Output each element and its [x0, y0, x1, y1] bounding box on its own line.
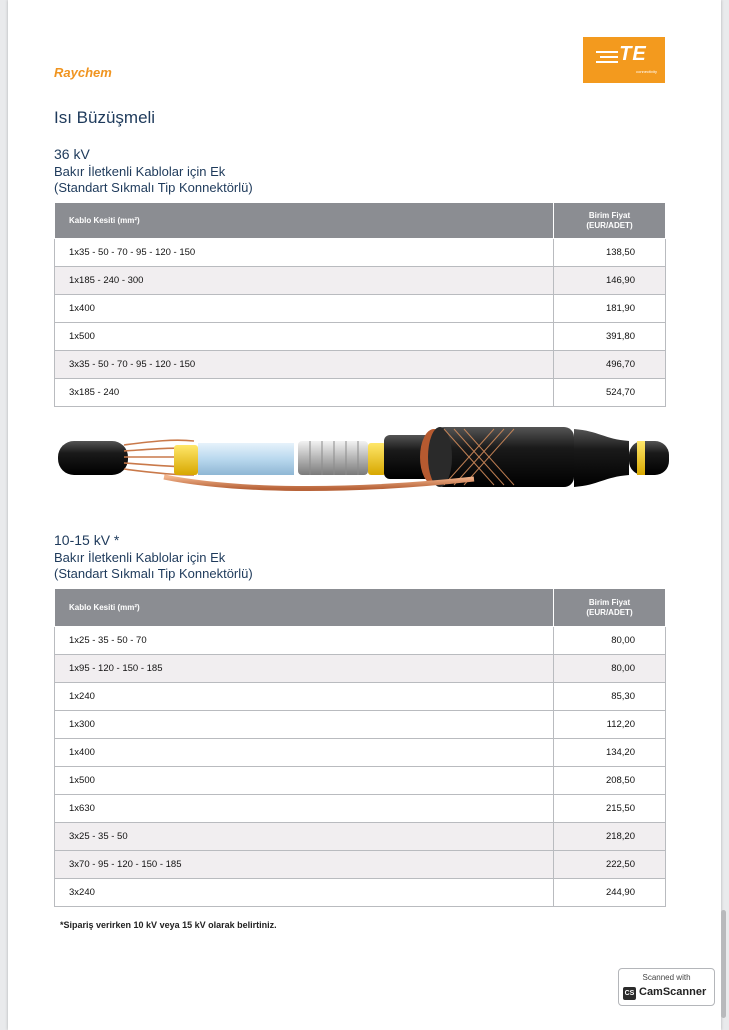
cable-section-cell: 3x185 - 240	[55, 379, 554, 407]
section2-voltage: 10-15 kV *	[54, 532, 120, 548]
unit-price-cell: 215,50	[554, 795, 666, 823]
unit-price-cell: 146,90	[554, 267, 666, 295]
col-header-section: Kablo Kesiti (mm²)	[55, 589, 554, 627]
section1-title: Bakır İletkenli Kablolar için Ek	[54, 164, 226, 179]
col-header-price-line2: (EUR/ADET)	[586, 220, 633, 230]
table-row	[55, 851, 666, 879]
col-header-price-line1: Birim Fiyat	[588, 597, 631, 607]
cable-section-cell: 1x240	[55, 683, 554, 711]
cable-section-cell: 1x400	[55, 295, 554, 323]
table-row	[55, 267, 666, 295]
table-row	[55, 767, 666, 795]
cable-section-cell: 3x25 - 35 - 50	[55, 823, 554, 851]
camscanner-icon: CS	[623, 987, 636, 1000]
cable-section-cell: 1x630	[55, 795, 554, 823]
price-table-10-15kv	[54, 588, 666, 907]
cable-section-cell: 1x300	[55, 711, 554, 739]
section2-title: Bakır İletkenli Kablolar için Ek	[54, 550, 226, 565]
unit-price-cell: 496,70	[554, 351, 666, 379]
col-header-price-line1: Birim Fiyat	[588, 210, 631, 220]
vertical-scrollbar[interactable]	[721, 910, 726, 1018]
table-row	[55, 295, 666, 323]
te-connectivity-logo	[583, 37, 665, 83]
unit-price-cell: 80,00	[554, 655, 666, 683]
table-row	[55, 655, 666, 683]
unit-price-cell: 138,50	[554, 239, 666, 267]
col-header-price-line2: (EUR/ADET)	[586, 607, 633, 617]
cable-section-cell: 1x500	[55, 767, 554, 795]
section1-subtitle: (Standart Sıkmalı Tip Konnektörlü)	[54, 180, 253, 195]
unit-price-cell: 222,50	[554, 851, 666, 879]
cable-section-cell: 3x240	[55, 879, 554, 907]
section1-voltage: 36 kV	[54, 146, 90, 162]
scanned-with-label: Scanned with	[642, 973, 691, 982]
camscanner-badge	[618, 968, 715, 1006]
unit-price-cell: 134,20	[554, 739, 666, 767]
cable-section-cell: 1x35 - 50 - 70 - 95 - 120 - 150	[55, 239, 554, 267]
section2-heading	[54, 532, 253, 582]
table-row	[55, 823, 666, 851]
document-page	[8, 0, 721, 1030]
table-row	[55, 683, 666, 711]
camscanner-name: CamScanner	[639, 986, 707, 998]
order-footnote: *Sipariş verirken 10 kV veya 15 kV olarak belirtiniz.	[60, 920, 277, 930]
unit-price-cell: 524,70	[554, 379, 666, 407]
unit-price-cell: 80,00	[554, 627, 666, 655]
col-header-price	[554, 203, 666, 239]
unit-price-cell: 85,30	[554, 683, 666, 711]
table-row	[55, 711, 666, 739]
unit-price-cell: 218,20	[554, 823, 666, 851]
table-row	[55, 239, 666, 267]
table-row	[55, 739, 666, 767]
cable-section-cell: 3x35 - 50 - 70 - 95 - 120 - 150	[55, 351, 554, 379]
table-row	[55, 627, 666, 655]
te-logo-subtext: connectivity	[636, 69, 657, 74]
te-logo-mark: TE	[619, 43, 647, 65]
unit-price-cell: 181,90	[554, 295, 666, 323]
unit-price-cell: 244,90	[554, 879, 666, 907]
section1-heading	[54, 146, 253, 196]
table-row	[55, 879, 666, 907]
unit-price-cell: 112,20	[554, 711, 666, 739]
unit-price-cell: 391,80	[554, 323, 666, 351]
table-row	[55, 351, 666, 379]
table-row	[55, 323, 666, 351]
cable-section-cell: 1x25 - 35 - 50 - 70	[55, 627, 554, 655]
unit-price-cell: 208,50	[554, 767, 666, 795]
cable-section-cell: 3x70 - 95 - 120 - 150 - 185	[55, 851, 554, 879]
page-title: Isı Büzüşmeli	[54, 108, 156, 127]
price-table-36kv	[54, 202, 666, 407]
table-row	[55, 379, 666, 407]
cable-joint-illustration	[54, 405, 674, 505]
section2-subtitle: (Standart Sıkmalı Tip Konnektörlü)	[54, 566, 253, 581]
table-row	[55, 795, 666, 823]
cable-section-cell: 1x185 - 240 - 300	[55, 267, 554, 295]
col-header-price	[554, 589, 666, 627]
cable-section-cell: 1x500	[55, 323, 554, 351]
col-header-section: Kablo Kesiti (mm²)	[55, 203, 554, 239]
cable-section-cell: 1x95 - 120 - 150 - 185	[55, 655, 554, 683]
cable-section-cell: 1x400	[55, 739, 554, 767]
raychem-brand: Raychem	[54, 65, 112, 80]
